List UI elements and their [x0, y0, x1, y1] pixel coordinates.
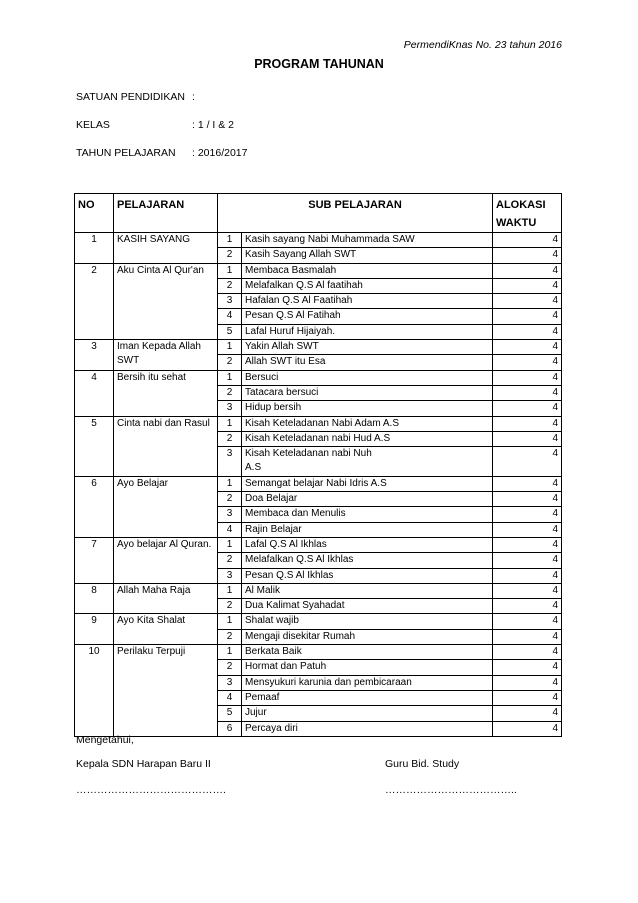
sub-lesson-name: Al Malik	[242, 583, 493, 598]
time-allocation: 4	[493, 553, 562, 568]
sub-lesson-name: Mengaji disekitar Rumah	[242, 629, 493, 644]
sub-lesson-name: Kasih sayang Nabi Muhammada SAW	[242, 233, 493, 248]
header-alokasi-waktu: ALOKASI WAKTU	[493, 194, 562, 233]
sub-lesson-number: 1	[218, 263, 242, 278]
time-allocation: 4	[493, 385, 562, 400]
sub-lesson-number: 2	[218, 660, 242, 675]
teacher-signature-line: ………………………………..	[385, 784, 517, 796]
program-table	[74, 193, 562, 737]
time-allocation: 4	[493, 355, 562, 370]
teacher-title: Guru Bid. Study	[385, 758, 460, 770]
sub-lesson-number: 3	[218, 507, 242, 522]
lesson-name: Perilaku Terpuji	[114, 645, 218, 737]
sub-lesson-name: Berkata Baik	[242, 645, 493, 660]
principal-title: Kepala SDN Harapan Baru II	[76, 758, 211, 770]
time-allocation: 4	[493, 675, 562, 690]
sub-lesson-name: Mensyukuri karunia dan pembicaraan	[242, 675, 493, 690]
lesson-number: 4	[75, 370, 114, 416]
time-allocation: 4	[493, 537, 562, 552]
lesson-number: 9	[75, 614, 114, 645]
principal-signature-line: …………………………………….	[76, 784, 226, 796]
table-row	[75, 476, 562, 491]
lesson-name: Aku Cinta Al Qur'an	[114, 263, 218, 339]
sub-lesson-number: 2	[218, 553, 242, 568]
sub-lesson-number: 3	[218, 401, 242, 416]
sub-lesson-name: Kasih Sayang Allah SWT	[242, 248, 493, 263]
time-allocation: 4	[493, 233, 562, 248]
lesson-name: KASIH SAYANG	[114, 233, 218, 264]
lesson-number: 1	[75, 233, 114, 264]
time-allocation: 4	[493, 629, 562, 644]
table-row	[75, 416, 562, 431]
info-value: : 2016/2017	[192, 147, 248, 159]
time-allocation: 4	[493, 278, 562, 293]
sub-lesson-name: Pesan Q.S Al Ikhlas	[242, 568, 493, 583]
sub-lesson-name: Shalat wajib	[242, 614, 493, 629]
header-sub-pelajaran: SUB PELAJARAN	[218, 194, 493, 233]
sub-lesson-name: Yakin Allah SWT	[242, 340, 493, 355]
sub-lesson-number: 5	[218, 706, 242, 721]
sub-lesson-number: 6	[218, 721, 242, 736]
sub-lesson-number: 1	[218, 233, 242, 248]
table-row	[75, 340, 562, 355]
sub-lesson-number: 3	[218, 675, 242, 690]
header-no: NO	[75, 194, 114, 233]
time-allocation: 4	[493, 294, 562, 309]
sub-lesson-number: 1	[218, 614, 242, 629]
info-label: TAHUN PELAJARAN	[76, 147, 176, 159]
time-allocation: 4	[493, 721, 562, 736]
sub-lesson-name: Kisah Keteladanan nabi Hud A.S	[242, 431, 493, 446]
time-allocation: 4	[493, 370, 562, 385]
sub-lesson-name: Melafalkan Q.S Al Ikhlas	[242, 553, 493, 568]
lesson-number: 3	[75, 340, 114, 371]
time-allocation: 4	[493, 340, 562, 355]
sub-lesson-number: 1	[218, 583, 242, 598]
sub-lesson-number: 4	[218, 690, 242, 705]
sub-lesson-number: 1	[218, 340, 242, 355]
time-allocation: 4	[493, 447, 562, 477]
sub-lesson-name: Percaya diri	[242, 721, 493, 736]
time-allocation: 4	[493, 568, 562, 583]
time-allocation: 4	[493, 476, 562, 491]
sub-lesson-number: 4	[218, 522, 242, 537]
time-allocation: 4	[493, 645, 562, 660]
time-allocation: 4	[493, 324, 562, 339]
time-allocation: 4	[493, 416, 562, 431]
table-row	[75, 583, 562, 598]
lesson-name: Ayo Kita Shalat	[114, 614, 218, 645]
table-row	[75, 645, 562, 660]
lesson-name: Allah Maha Raja	[114, 583, 218, 614]
lesson-name: Ayo Belajar	[114, 476, 218, 537]
acknowledged-label: Mengetahui,	[76, 734, 134, 746]
sub-lesson-name: Hidup bersih	[242, 401, 493, 416]
sub-lesson-number: 1	[218, 416, 242, 431]
time-allocation: 4	[493, 431, 562, 446]
table-row	[75, 370, 562, 385]
sub-lesson-number: 2	[218, 355, 242, 370]
sub-lesson-number: 5	[218, 324, 242, 339]
sub-lesson-number: 3	[218, 294, 242, 309]
sub-lesson-name: Dua Kalimat Syahadat	[242, 599, 493, 614]
sub-lesson-number: 3	[218, 447, 242, 477]
time-allocation: 4	[493, 660, 562, 675]
table-row	[75, 263, 562, 278]
info-label: KELAS	[76, 119, 110, 131]
sub-lesson-name: Doa Belajar	[242, 492, 493, 507]
sub-lesson-name: Melafalkan Q.S Al faatihah	[242, 278, 493, 293]
table-row	[75, 614, 562, 629]
sub-lesson-number: 2	[218, 278, 242, 293]
sub-lesson-number: 4	[218, 309, 242, 324]
header-pelajaran: PELAJARAN	[114, 194, 218, 233]
document-title: PROGRAM TAHUNAN	[254, 57, 384, 71]
sub-lesson-name: Jujur	[242, 706, 493, 721]
sub-lesson-number: 1	[218, 370, 242, 385]
sub-lesson-number: 2	[218, 248, 242, 263]
sub-lesson-name: Pesan Q.S Al Fatihah	[242, 309, 493, 324]
time-allocation: 4	[493, 706, 562, 721]
sub-lesson-number: 1	[218, 537, 242, 552]
time-allocation: 4	[493, 263, 562, 278]
time-allocation: 4	[493, 522, 562, 537]
sub-lesson-name: Pemaaf	[242, 690, 493, 705]
lesson-number: 8	[75, 583, 114, 614]
lesson-number: 5	[75, 416, 114, 476]
time-allocation: 4	[493, 690, 562, 705]
sub-lesson-name: Allah SWT itu Esa	[242, 355, 493, 370]
time-allocation: 4	[493, 309, 562, 324]
sub-lesson-number: 1	[218, 476, 242, 491]
sub-lesson-number: 2	[218, 629, 242, 644]
sub-lesson-name: Bersuci	[242, 370, 493, 385]
sub-lesson-name: Rajin Belajar	[242, 522, 493, 537]
sub-lesson-number: 2	[218, 599, 242, 614]
lesson-number: 2	[75, 263, 114, 339]
info-label: SATUAN PENDIDIKAN	[76, 91, 185, 103]
sub-lesson-number: 2	[218, 385, 242, 400]
lesson-number: 7	[75, 537, 114, 583]
sub-lesson-name: Lafal Q.S Al Ikhlas	[242, 537, 493, 552]
sub-lesson-name: Hafalan Q.S Al Faatihah	[242, 294, 493, 309]
sub-lesson-name: Membaca dan Menulis	[242, 507, 493, 522]
sub-lesson-number: 1	[218, 645, 242, 660]
info-value: :	[192, 91, 195, 103]
time-allocation: 4	[493, 492, 562, 507]
time-allocation: 4	[493, 507, 562, 522]
lesson-name: Iman Kepada Allah SWT	[114, 340, 218, 371]
regulation-reference: PermendiKnas No. 23 tahun 2016	[403, 39, 562, 51]
table-header-row	[75, 194, 562, 233]
sub-lesson-name: Membaca Basmalah	[242, 263, 493, 278]
info-value: : 1 / I & 2	[192, 119, 235, 131]
sub-lesson-name: Semangat belajar Nabi Idris A.S	[242, 476, 493, 491]
time-allocation: 4	[493, 583, 562, 598]
sub-lesson-name: Hormat dan Patuh	[242, 660, 493, 675]
time-allocation: 4	[493, 599, 562, 614]
table-row	[75, 233, 562, 248]
table-row	[75, 537, 562, 552]
sub-lesson-name: Tatacara bersuci	[242, 385, 493, 400]
table-body	[75, 233, 562, 737]
lesson-number: 6	[75, 476, 114, 537]
sub-lesson-name: Lafal Huruf Hijaiyah.	[242, 324, 493, 339]
sub-lesson-number: 2	[218, 492, 242, 507]
time-allocation: 4	[493, 248, 562, 263]
sub-lesson-name: Kisah Keteladanan nabi Nuh A.S	[242, 447, 493, 477]
lesson-name: Cinta nabi dan Rasul	[114, 416, 218, 476]
time-allocation: 4	[493, 614, 562, 629]
sub-lesson-number: 2	[218, 431, 242, 446]
sub-lesson-number: 3	[218, 568, 242, 583]
sub-lesson-name: Kisah Keteladanan Nabi Adam A.S	[242, 416, 493, 431]
lesson-name: Bersih itu sehat	[114, 370, 218, 416]
lesson-name: Ayo belajar Al Quran.	[114, 537, 218, 583]
time-allocation: 4	[493, 401, 562, 416]
lesson-number: 10	[75, 645, 114, 737]
